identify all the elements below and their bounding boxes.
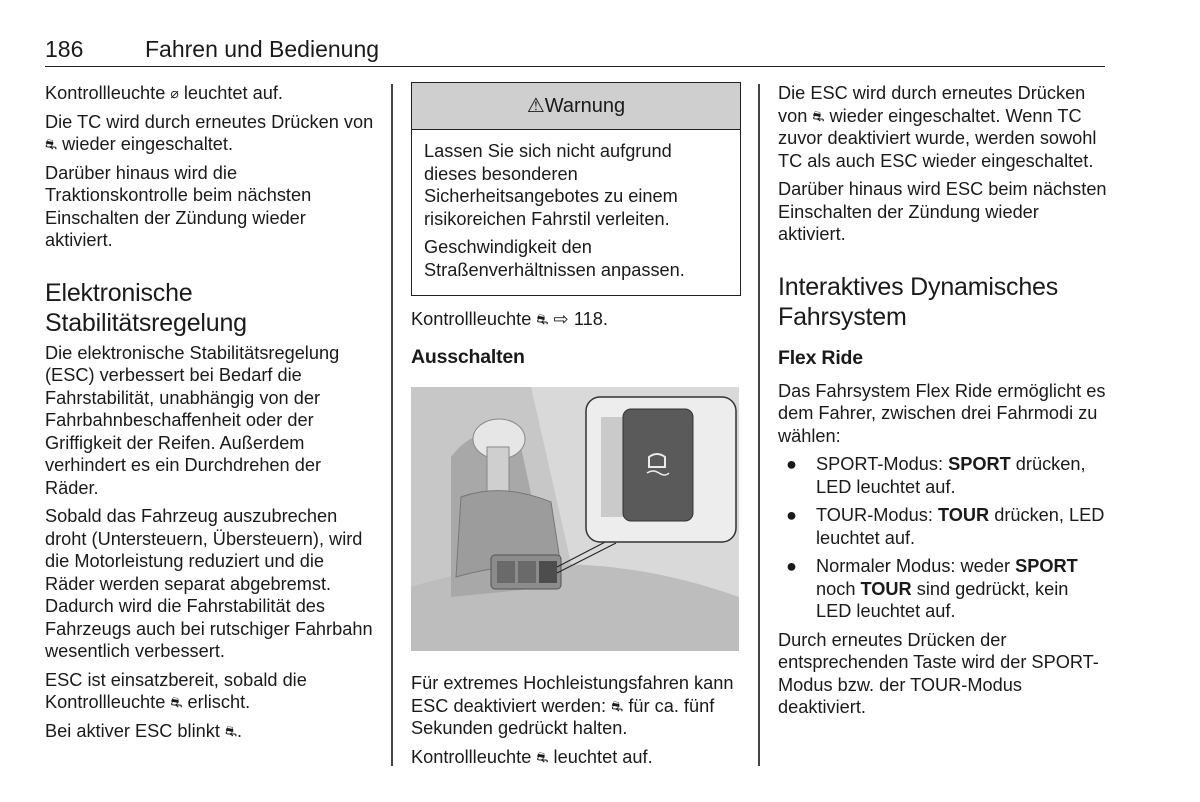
arrow-reference-icon: ⇨ — [553, 309, 569, 329]
paragraph: Durch erneutes Drücken der entsprechenden Taste wird der SPORT-Modus bzw. der TOUR-Modus deaktiviert. — [778, 629, 1099, 717]
subsection-heading: Flex Ride — [778, 346, 863, 369]
column-divider — [758, 84, 760, 766]
esc-button-illustration — [411, 387, 739, 651]
column-middle — [411, 82, 741, 774]
paragraph: Das Fahrsystem Flex Ride ermöglicht es dem Fahrer, zwischen drei Fahrmodi zu wählen: — [778, 380, 1106, 446]
warning-box — [411, 82, 741, 296]
paragraph: Die TC wird durch erneutes Drücken von ⛐ wieder eingeschaltet. — [45, 111, 374, 154]
paragraph: Für extremes Hochleistungsfahren kann ESC deaktiviert werden: ⛐ für ca. fünf Sekunden gedrückt halten. — [411, 673, 734, 738]
paragraph: Kontrollleuchte ⛐ leuchtet auf. — [411, 746, 653, 767]
section-heading: Interaktives Dynamisches Fahrsystem — [778, 272, 1059, 331]
subsection-heading: Ausschalten — [411, 345, 525, 368]
warning-triangle-icon: ⚠ — [526, 94, 545, 117]
paragraph: Lassen Sie sich nicht aufgrund dieses besonderen Sicherheitsangebotes zu einem risikoreichen Fahrstil verleiten. — [424, 141, 678, 229]
esc-button-icon: ⛐ — [45, 136, 58, 152]
paragraph: ESC ist einsatzbereit, sobald die Kontrollleuchte ⛐ erlischt. — [45, 669, 307, 712]
cross-reference: Kontrollleuchte ⛐ ⇨ 118. — [411, 309, 608, 329]
bullet-icon: ● — [786, 454, 797, 474]
esc-indicator-icon: ⛐ — [224, 722, 238, 739]
column-right — [778, 82, 1108, 725]
paragraph: Darüber hinaus wird die Traktionskontrolle beim nächsten Einschalten der Zündung wieder aktiviert. — [45, 162, 312, 250]
paragraph: Sobald das Fahrzeug auszubrechen droht (Untersteuern, Übersteuern), wird die Motorleistung reduziert und die Räder werden separat abgebremst. Dadurch wird die Fahrstabilität des Fahrzeugs auch bei rutschiger Fahrbahn wesentlich verbessert. — [45, 506, 373, 661]
page-number: 186 — [45, 36, 84, 62]
paragraph: Bei aktiver ESC blinkt ⛐. — [45, 720, 243, 741]
bullet-icon: ● — [786, 556, 797, 576]
chapter-title: Fahren und Bedienung — [145, 36, 380, 62]
paragraph: Die ESC wird durch erneutes Drücken von ⛐ wieder eingeschaltet. Wenn TC zuvor deaktiviert wurde, werden sowohl TC als auch ESC wieder eingeschaltet. — [778, 83, 1097, 171]
section-heading: Elektronische Stabilitätsregelung — [45, 278, 247, 337]
column-divider — [391, 84, 393, 766]
page-header — [45, 36, 1105, 67]
tc-off-indicator-icon: ⌀ — [170, 85, 179, 101]
column-left — [45, 82, 375, 748]
bullet-icon: ● — [786, 505, 797, 525]
warning-header — [412, 83, 740, 130]
esc-button-icon: ⛐ — [611, 697, 624, 714]
list-item: ● SPORT-Modus: SPORT drücken, LED leuchtet auf. — [786, 454, 1086, 497]
esc-indicator-icon: ⛐ — [170, 694, 183, 710]
esc-indicator-icon: ⛐ — [536, 311, 549, 327]
esc-off-indicator-icon: ⛐ — [536, 748, 549, 765]
paragraph: Darüber hinaus wird ESC beim nächsten Einschalten der Zündung wieder aktiviert. — [778, 179, 1107, 244]
mode-list — [778, 453, 1108, 623]
warning-title: Warnung — [544, 94, 626, 117]
paragraph: Die elektronische Stabilitätsregelung (ESC) verbessert bei Bedarf die Fahrstabilität, unabhängig von der Fahrbahnbeschaffenheit oder der Griffigkeit der Reifen. Außerdem verhindert es ein Durchdrehen der Räder. — [45, 342, 340, 498]
console-buttons — [491, 555, 561, 589]
esc-button-icon: ⛐ — [812, 107, 825, 124]
list-item: ● Normaler Modus: weder SPORT noch TOUR sind gedrückt, kein LED leuchtet auf. — [786, 556, 1078, 621]
paragraph: Kontrollleuchte ⌀ leuchtet auf. — [45, 83, 283, 103]
list-item: ● TOUR-Modus: TOUR drücken, LED leuchtet auf. — [786, 505, 1105, 548]
paragraph: Geschwindigkeit den Straßenverhältnissen anpassen. — [424, 237, 685, 280]
warning-body — [412, 130, 740, 295]
